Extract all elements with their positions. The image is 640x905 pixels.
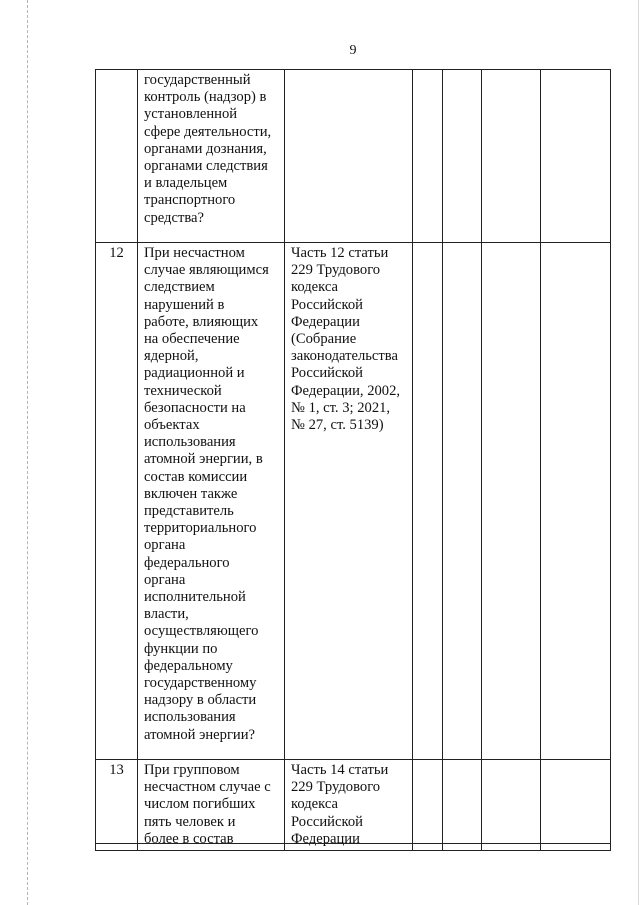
legal-reference-line: 229 Трудового — [291, 262, 381, 279]
question-line: объектах — [144, 417, 200, 434]
question-line: государственный — [144, 72, 251, 88]
answer-cell — [482, 243, 541, 760]
question-cell — [138, 70, 285, 243]
question-line: федеральному — [144, 657, 233, 674]
legal-reference-line: № 27, ст. 5139) — [291, 417, 384, 434]
question-line: более в состав — [144, 830, 234, 847]
answer-cell — [413, 243, 443, 760]
question-cell — [138, 243, 285, 760]
scan-right-edge — [638, 0, 639, 905]
row-number-cell: 13 — [96, 760, 138, 851]
legal-reference-cell — [285, 760, 413, 851]
question-line: включен также — [144, 485, 238, 502]
question-line: атомной энергии? — [144, 726, 256, 743]
table-row — [96, 243, 611, 760]
legal-reference-line: Часть 12 статьи — [291, 245, 389, 261]
answer-cell — [413, 70, 443, 243]
scan-left-edge — [27, 0, 28, 905]
question-line: надзору в области — [144, 692, 257, 709]
question-line: случае являющимся — [144, 262, 269, 279]
question-line: нарушений в — [144, 296, 225, 313]
legal-reference-line: законодательства — [291, 348, 398, 365]
answer-cell — [482, 760, 541, 851]
answer-cell — [413, 760, 443, 851]
table-cut-edge — [95, 843, 611, 844]
row-number-cell — [96, 70, 138, 243]
question-line: и владельцем — [144, 175, 228, 192]
question-line: представитель — [144, 503, 234, 520]
table-row — [96, 760, 611, 851]
row-number-cell: 12 — [96, 243, 138, 760]
question-line: органами дознания, — [144, 140, 267, 157]
answer-cell — [541, 243, 611, 760]
answer-cell — [443, 760, 482, 851]
answer-cell — [443, 70, 482, 243]
question-line: осуществляющего — [144, 623, 259, 640]
question-line: функции по — [144, 640, 218, 657]
question-cell — [138, 760, 285, 851]
legal-reference-line: Российской — [291, 813, 363, 830]
legal-reference-cell — [285, 243, 413, 760]
question-line: использования — [144, 434, 236, 451]
legal-reference-line: кодекса — [291, 796, 338, 813]
question-line: несчастном случае с — [144, 779, 271, 796]
question-line: следствием — [144, 279, 215, 296]
legal-reference-line: Федерации, 2002, — [291, 382, 401, 399]
question-line: государственному — [144, 675, 257, 692]
question-line: транспортного — [144, 192, 236, 209]
legal-reference-line: Российской — [291, 296, 363, 313]
question-line: использования — [144, 709, 236, 726]
legal-reference-line: Федерации — [291, 830, 360, 847]
question-line: работе, влияющих — [144, 313, 259, 330]
question-line: ядерной, — [144, 348, 199, 365]
question-line: При групповом — [144, 762, 240, 778]
checklist-table — [95, 69, 611, 851]
question-line: исполнительной — [144, 589, 246, 606]
answer-cell — [541, 760, 611, 851]
legal-reference-line: 229 Трудового — [291, 779, 381, 796]
legal-reference-line: кодекса — [291, 279, 338, 296]
answer-cell — [482, 70, 541, 243]
question-line: территориального — [144, 520, 257, 537]
question-line: радиационной и — [144, 365, 245, 382]
table-row — [96, 70, 611, 243]
question-line: органами следствия — [144, 158, 268, 175]
page-number: 9 — [349, 43, 357, 58]
legal-reference-line: (Собрание — [291, 331, 357, 348]
legal-reference-cell — [285, 70, 413, 243]
question-line: органа — [144, 537, 186, 554]
question-line: на обеспечение — [144, 331, 240, 348]
question-line: технической — [144, 382, 222, 399]
question-line: средства? — [144, 209, 204, 226]
legal-reference-line: Российской — [291, 365, 363, 382]
question-line: сфере деятельности, — [144, 123, 272, 140]
legal-reference-line: Федерации — [291, 313, 360, 330]
legal-reference-line: № 1, ст. 3; 2021, — [291, 399, 391, 416]
question-line: федерального — [144, 554, 230, 571]
question-line: пять человек и — [144, 813, 236, 830]
question-line: безопасности на — [144, 399, 246, 416]
question-line: власти, — [144, 606, 189, 623]
legal-reference-line: Часть 14 статьи — [291, 762, 389, 778]
question-line: При несчастном — [144, 245, 245, 261]
question-line: контроль (надзор) в — [144, 89, 267, 106]
question-line: установленной — [144, 106, 238, 123]
question-line: органа — [144, 571, 186, 588]
answer-cell — [443, 243, 482, 760]
question-line: числом погибших — [144, 796, 256, 813]
question-line: атомной энергии, в — [144, 451, 263, 468]
answer-cell — [541, 70, 611, 243]
question-line: состав комиссии — [144, 468, 248, 485]
